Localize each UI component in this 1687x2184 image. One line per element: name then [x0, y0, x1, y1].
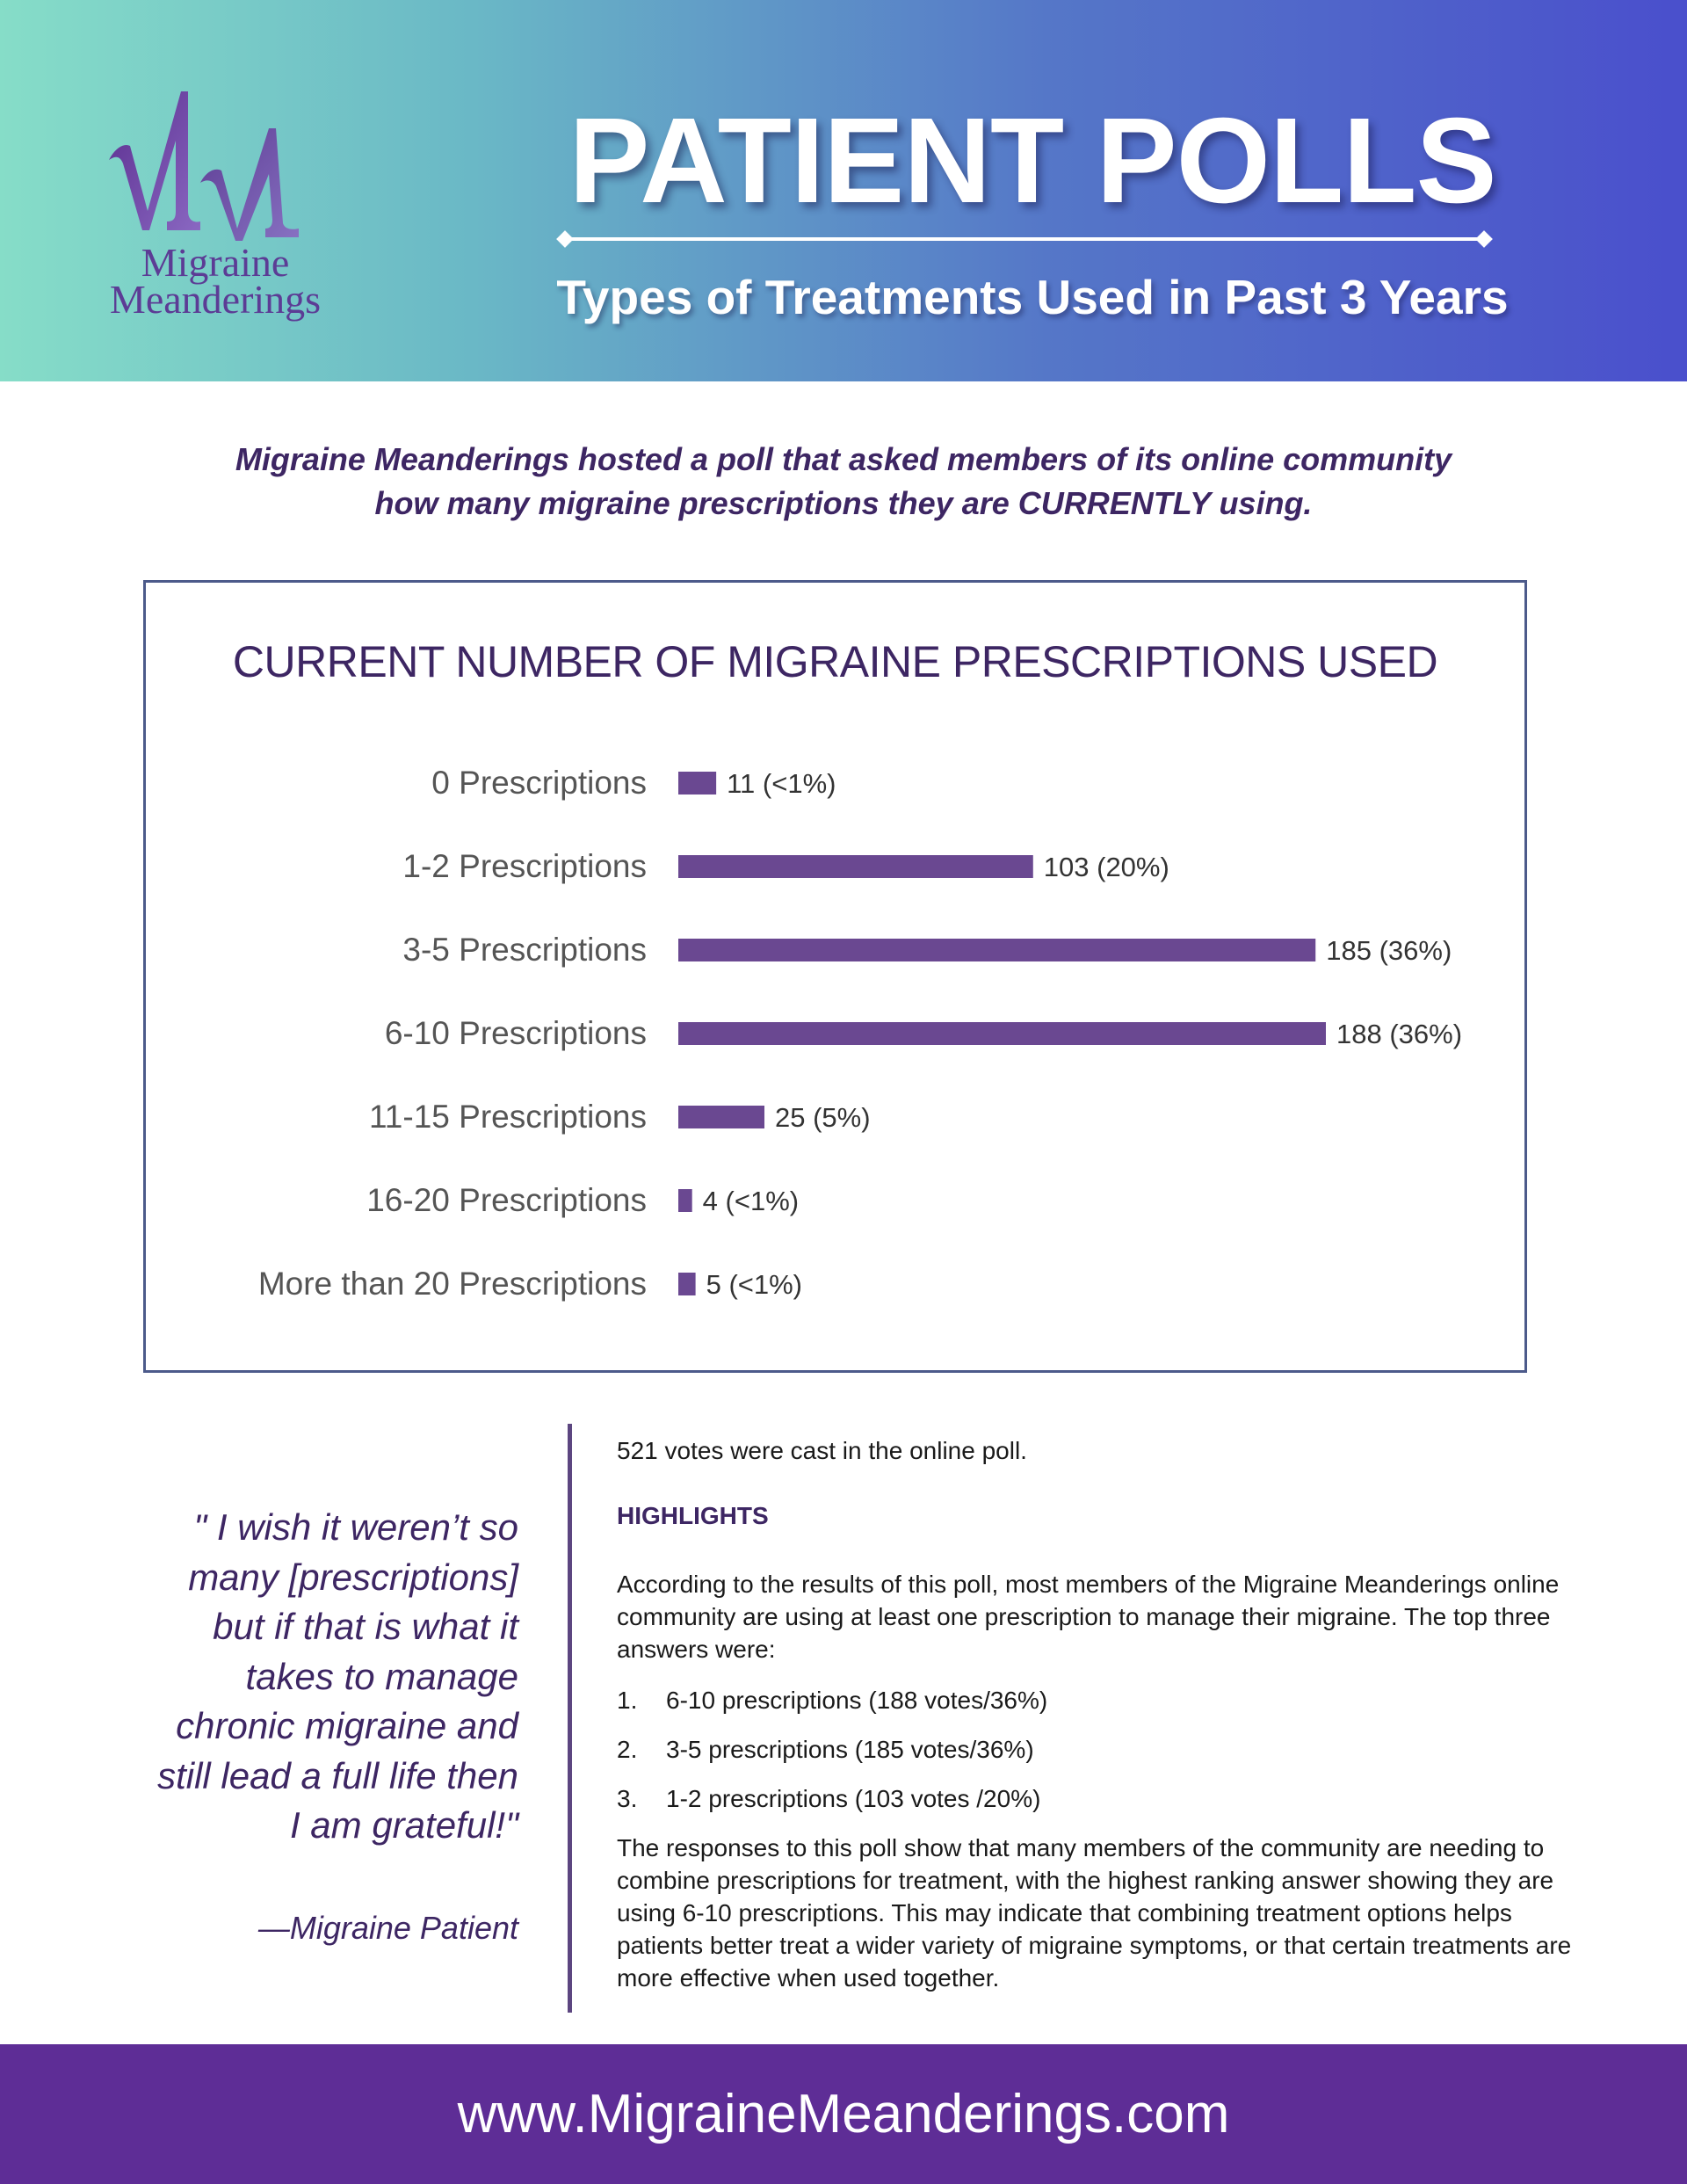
- chart-title: CURRENT NUMBER OF MIGRAINE PRESCRIPTIONS USED: [232, 637, 1438, 686]
- logo-text-line1: Migraine: [141, 240, 290, 285]
- chart-panel: [143, 580, 1527, 1373]
- data-label: 5 (<1%): [706, 1269, 803, 1300]
- logo-monogram-icon: [97, 79, 334, 246]
- data-label: 11 (<1%): [727, 768, 836, 799]
- category-label: 11-15 Prescriptions: [368, 1099, 647, 1135]
- paragraph-line: combine prescriptions for treatment, with the highest ranking answer showing they are: [617, 1867, 1554, 1894]
- conclusion-paragraph: [617, 1832, 1610, 1994]
- quote-line: chronic migraine and: [176, 1705, 518, 1746]
- list-item-number: 1.: [617, 1687, 638, 1714]
- list-item-number: 3.: [617, 1785, 638, 1812]
- quote-line: I am grateful!": [289, 1804, 518, 1846]
- patient-quote: [105, 1503, 518, 1851]
- bar: [678, 1273, 696, 1295]
- bar-chart: [146, 583, 1524, 1370]
- category-label: 0 Prescriptions: [431, 765, 647, 801]
- logo-text-line2: Meanderings: [109, 277, 322, 322]
- bar: [678, 939, 1315, 961]
- category-label: 3-5 Prescriptions: [402, 932, 647, 968]
- intro-line-2: how many migraine prescriptions they are CURRENTLY using.: [374, 485, 1313, 521]
- quote-line: still lead a full life then: [157, 1754, 518, 1796]
- category-label: 6-10 Prescriptions: [384, 1015, 647, 1051]
- quote-line: " I wish it weren’t so: [193, 1506, 518, 1548]
- quote-line: takes to manage: [245, 1655, 518, 1697]
- divider-diamond-icon: [556, 230, 574, 248]
- paragraph-line: patients better treat a wider variety of migraine symptoms, or that certain treatments are: [617, 1932, 1572, 1959]
- paragraph-line: using 6-10 prescriptions. This may indicate that combining treatment options helps: [617, 1899, 1512, 1926]
- data-label: 185 (36%): [1326, 935, 1452, 966]
- paragraph-line: more effective when used together.: [617, 1964, 1000, 1992]
- category-label: 16-20 Prescriptions: [366, 1182, 647, 1218]
- intro-text: [158, 438, 1529, 526]
- title-divider: [564, 237, 1485, 241]
- category-label: 1-2 Prescriptions: [402, 848, 647, 884]
- highlights-paragraph: [617, 1568, 1610, 1665]
- bar: [678, 1106, 764, 1128]
- list-item-text: 1-2 prescriptions (103 votes /20%): [666, 1785, 1041, 1812]
- data-label: 4 (<1%): [702, 1186, 800, 1216]
- paragraph-line: The responses to this poll show that many members of the community are needing to: [617, 1834, 1545, 1861]
- paragraph-line: According to the results of this poll, most members of the Migraine Meanderings online: [617, 1571, 1560, 1598]
- list-item-number: 2.: [617, 1736, 638, 1763]
- quote-line: many [prescriptions]: [188, 1556, 518, 1598]
- page-subtitle: Types of Treatments Used in Past 3 Years: [556, 270, 1509, 324]
- bar: [678, 855, 1033, 878]
- intro-line-1: Migraine Meanderings hosted a poll that asked members of its online community: [235, 441, 1452, 477]
- list-item-text: 6-10 prescriptions (188 votes/36%): [666, 1687, 1048, 1714]
- highlights-heading: HIGHLIGHTS: [617, 1502, 769, 1529]
- bar: [678, 772, 716, 795]
- header-banner: [0, 0, 1687, 381]
- quote-attribution: —Migraine Patient: [257, 1910, 518, 1946]
- category-label: More than 20 Prescriptions: [257, 1266, 647, 1302]
- divider-diamond-icon: [1475, 230, 1493, 248]
- brand-logo[interactable]: [97, 79, 334, 343]
- column-divider: [568, 1424, 572, 2013]
- footer-banner: [0, 2044, 1687, 2184]
- paragraph-line: answers were:: [617, 1636, 776, 1663]
- data-label: 188 (36%): [1336, 1019, 1463, 1049]
- data-label: 25 (5%): [775, 1102, 871, 1133]
- vote-count-text: 521 votes were cast in the online poll.: [617, 1437, 1027, 1464]
- data-label: 103 (20%): [1043, 852, 1169, 882]
- page-title: PATIENT POLLS: [568, 93, 1496, 229]
- website-link[interactable]: www.MigraineMeanderings.com: [457, 2084, 1230, 2144]
- quote-line: but if that is what it: [213, 1606, 518, 1647]
- bar: [678, 1189, 692, 1212]
- paragraph-line: community are using at least one prescription to manage their migraine. The top three: [617, 1603, 1551, 1630]
- bar: [678, 1022, 1326, 1045]
- list-item-text: 3-5 prescriptions (185 votes/36%): [666, 1736, 1034, 1763]
